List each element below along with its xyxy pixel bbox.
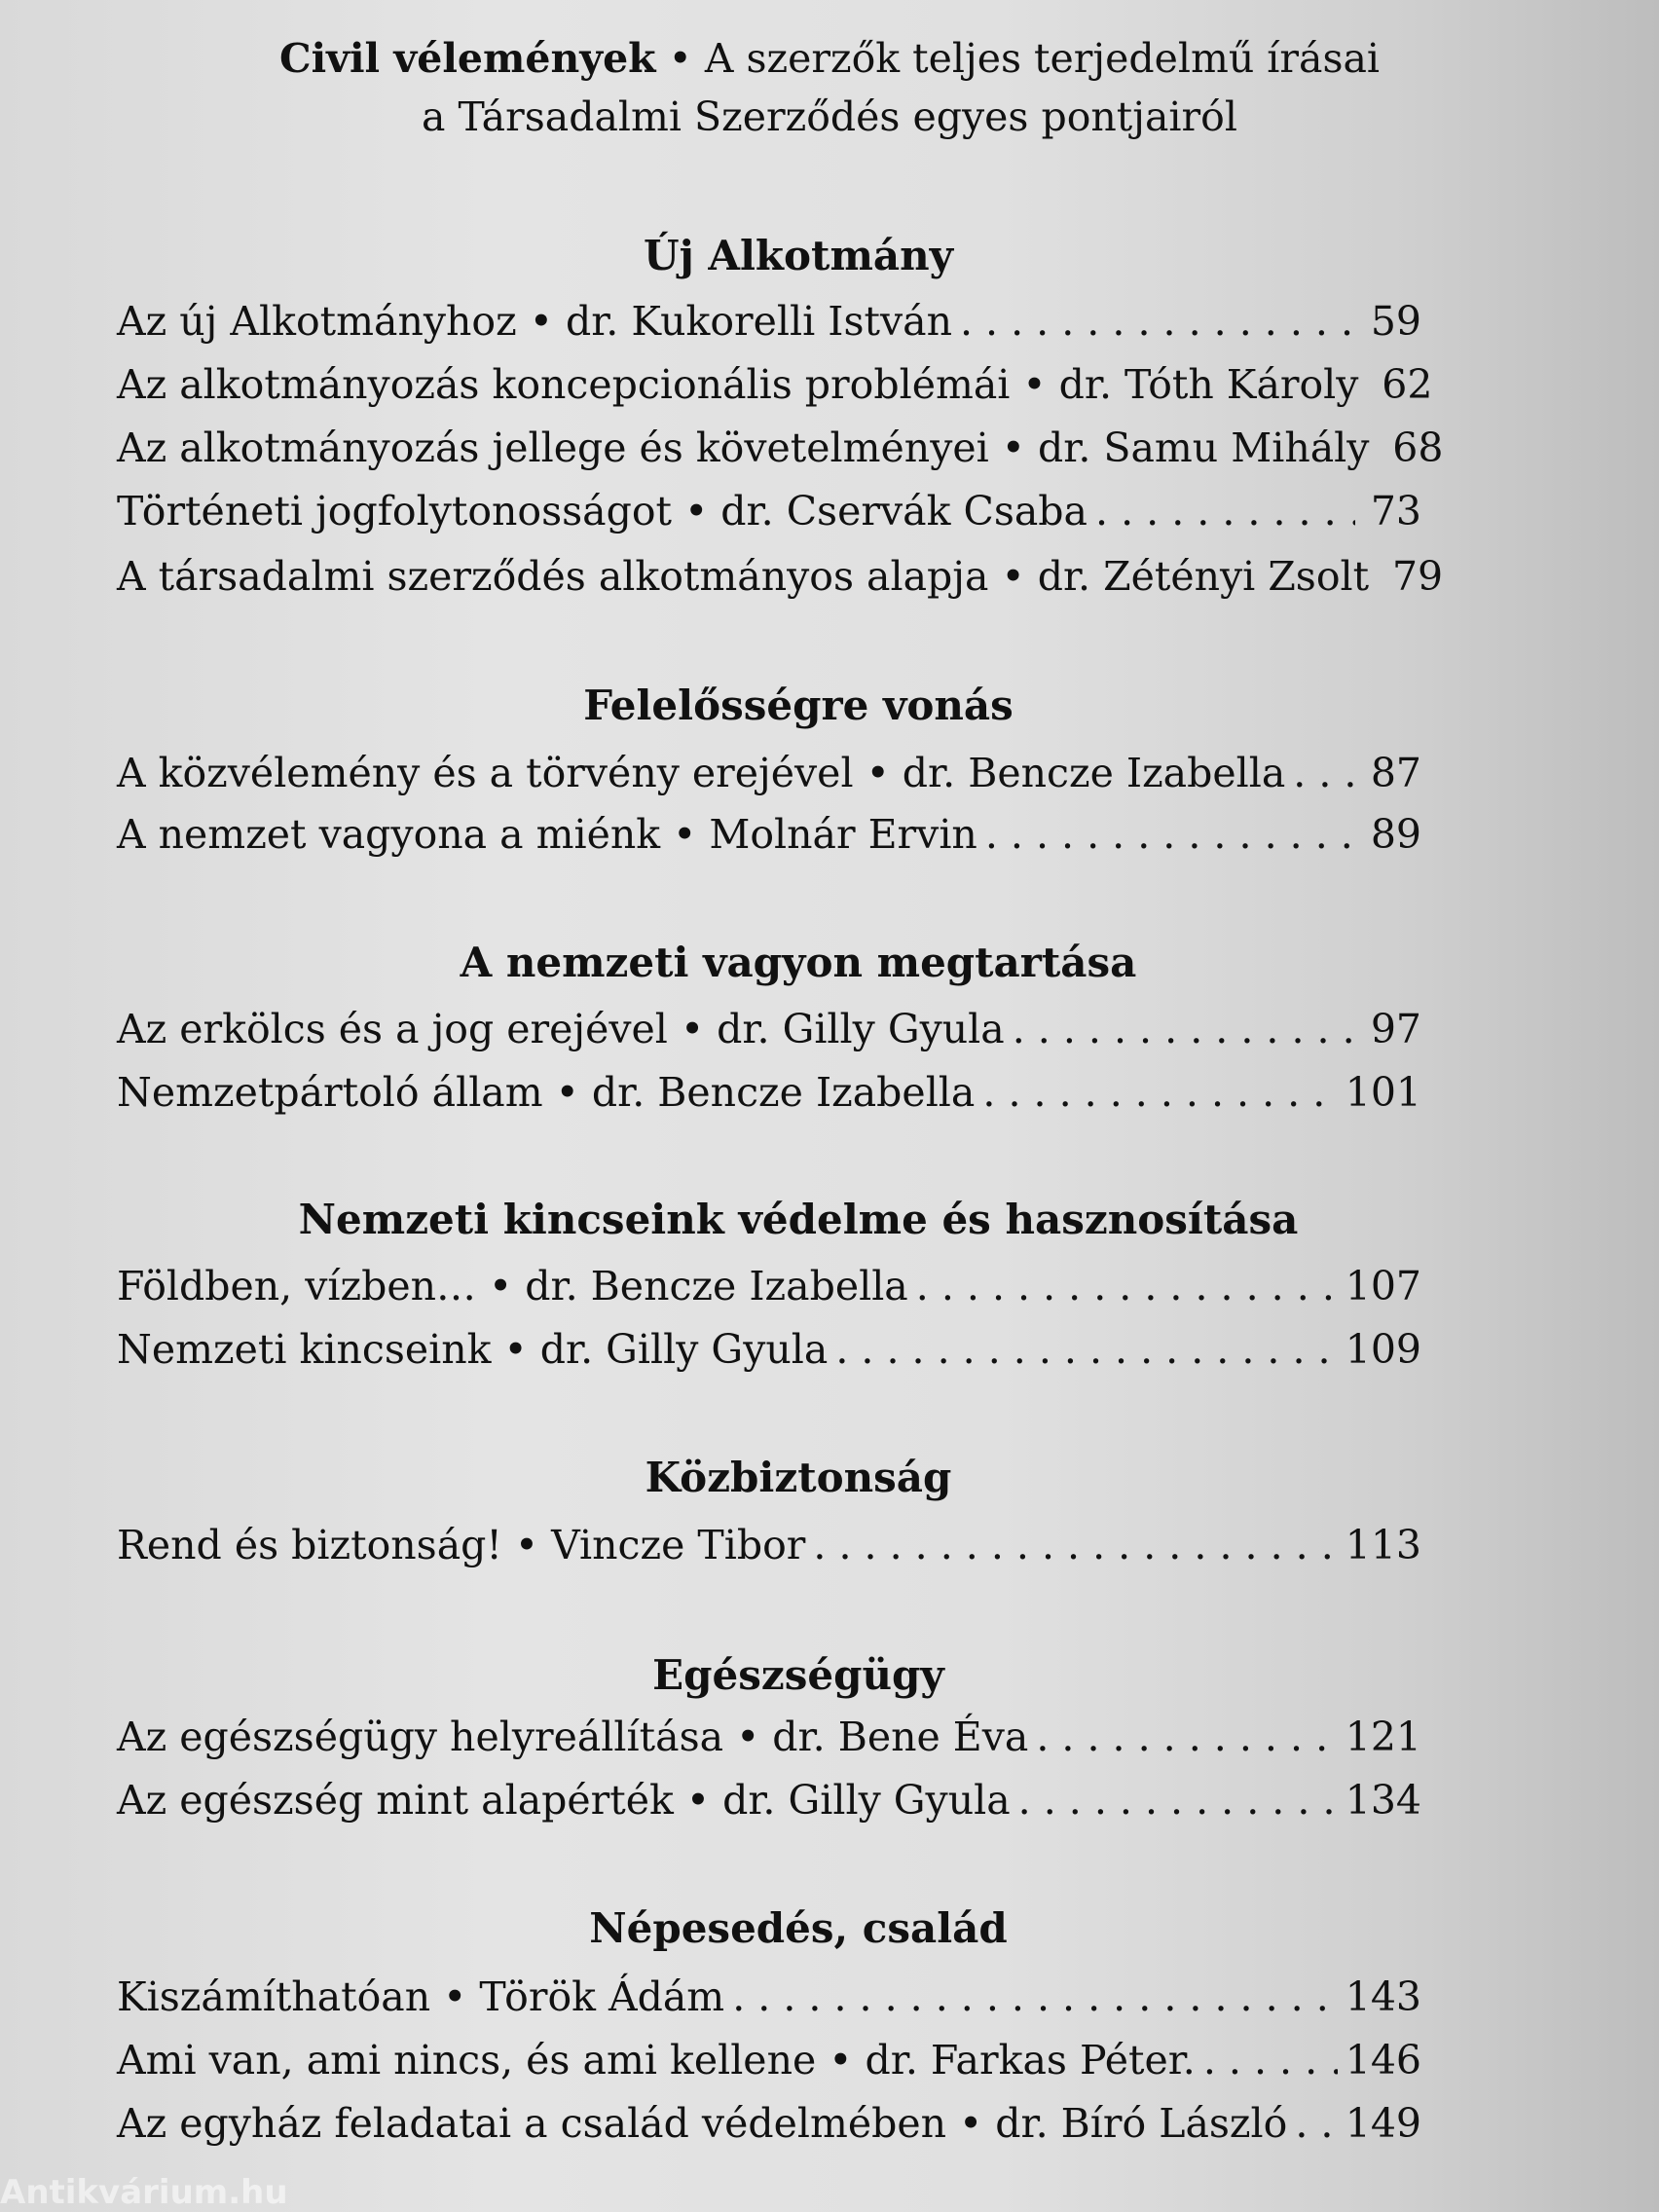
dot-leader [1013, 999, 1355, 1059]
dot-leader [1203, 2030, 1338, 2090]
toc-entry-text: Az egészségügy helyreállítása • dr. Bene Éva [117, 1714, 1029, 1760]
toc-entry-text: Nemzeti kincseink • dr. Gilly Gyula [117, 1326, 829, 1373]
toc-entry-text: Az új Alkotmányhoz • dr. Kukorelli István [117, 298, 952, 345]
dot-leader [960, 291, 1355, 351]
section-title: Nemzeti kincseink védelme és hasznosítása [298, 1196, 1299, 1243]
toc-entry-page: 79 [1391, 553, 1444, 600]
toc-entry-page: 107 [1345, 1263, 1421, 1309]
toc-entry [117, 2093, 1421, 2154]
toc-entry-page: 73 [1370, 488, 1421, 535]
dot-leader [835, 1319, 1337, 1380]
toc-entry-text: Történeti jogfolytonosságot • dr. Cservák Csaba [117, 488, 1088, 535]
dot-leader [1036, 1707, 1337, 1767]
toc-entry-text: Az egyház feladatai a család védelmében • dr. Bíró László [117, 2100, 1288, 2147]
dot-leader [982, 1062, 1337, 1123]
toc-entry-page: 113 [1345, 1522, 1421, 1568]
watermark: Antikvárium.hu [0, 2173, 288, 2212]
section-title: Közbiztonság [645, 1454, 952, 1501]
toc-entry-page: 101 [1345, 1069, 1421, 1116]
toc-entry [117, 2030, 1421, 2090]
toc-entry-text: Ami van, ami nincs, és ami kellene • dr. Farkas Péter. [117, 2037, 1196, 2083]
dot-leader [1295, 2093, 1337, 2154]
toc-entry [117, 291, 1421, 351]
dot-leader [1018, 1770, 1338, 1830]
toc-entry-text: Rend és biztonság! • Vincze Tibor [117, 1522, 806, 1568]
section-title: Népesedés, család [589, 1904, 1008, 1952]
toc-entry-text: Az erkölcs és a jog erejével • dr. Gilly Gyula [117, 1006, 1005, 1052]
toc-entry-page: 149 [1345, 2100, 1421, 2147]
toc-entry-page: 109 [1345, 1326, 1421, 1373]
toc-entry-text: Az alkotmányozás koncepcionális problémái • dr. Tóth Károly [117, 361, 1359, 408]
toc-entry-page: 121 [1345, 1714, 1421, 1760]
toc-entry-page: 59 [1370, 298, 1421, 345]
toc-entry [117, 1256, 1421, 1316]
toc-entry-page: 143 [1345, 1973, 1421, 2020]
toc-entry [117, 804, 1421, 865]
toc-entry [117, 546, 1444, 607]
toc-entry [117, 1062, 1421, 1123]
toc-entry-page: 62 [1382, 361, 1433, 408]
dot-leader [813, 1515, 1337, 1575]
header-subtitle: • A szerzők teljes terjedelmű írásai [655, 35, 1381, 82]
toc-entry [117, 743, 1421, 803]
toc-entry [117, 481, 1421, 541]
dot-leader [1293, 743, 1355, 803]
toc-entry-text: Nemzetpártoló állam • dr. Bencze Izabella [117, 1069, 976, 1116]
toc-entry-text: Az alkotmányozás jellege és követelményei • dr. Samu Mihály [117, 424, 1370, 471]
dot-leader [916, 1256, 1338, 1316]
page-header [0, 29, 1659, 146]
toc-entry [117, 1515, 1421, 1575]
dot-leader [985, 804, 1355, 865]
toc-entry [117, 1707, 1421, 1767]
dot-leader [1095, 481, 1355, 541]
header-line2: a Társadalmi Szerződés egyes pontjairól [422, 93, 1237, 140]
toc-entry-text: A társadalmi szerződés alkotmányos alapja • dr. Zétényi Zsolt [117, 553, 1370, 600]
section-title: A nemzeti vagyon megtartása [460, 939, 1137, 986]
toc-entry [117, 354, 1433, 415]
toc-entry-page: 87 [1370, 750, 1421, 796]
toc-entry-text: Földben, vízben… • dr. Bencze Izabella [117, 1263, 908, 1309]
toc-entry [117, 1967, 1421, 2027]
toc-entry [117, 418, 1444, 478]
toc-entry-page: 89 [1370, 811, 1421, 858]
section-title: Felelősségre vonás [583, 682, 1014, 729]
toc-entry-page: 134 [1345, 1777, 1421, 1824]
toc-entry [117, 1770, 1421, 1830]
toc-entry-page: 68 [1392, 424, 1444, 471]
toc-entry-text: Az egészség mint alapérték • dr. Gilly Gyula [117, 1777, 1011, 1824]
section-title: Egészségügy [652, 1651, 944, 1699]
toc-entry-page: 97 [1370, 1006, 1421, 1052]
section-title: Új Alkotmány [643, 232, 954, 279]
toc-entry-text: A nemzet vagyona a miénk • Molnár Ervin [117, 811, 977, 858]
toc-entry [117, 1319, 1421, 1380]
header-title: Civil vélemények [278, 35, 656, 82]
toc-entry-text: A közvélemény és a törvény erejével • dr. Bencze Izabella [117, 750, 1286, 796]
toc-entry [117, 999, 1421, 1059]
dot-leader [732, 1967, 1338, 2027]
toc-entry-page: 146 [1345, 2037, 1421, 2083]
toc-entry-text: Kiszámíthatóan • Török Ádám [117, 1973, 725, 2020]
